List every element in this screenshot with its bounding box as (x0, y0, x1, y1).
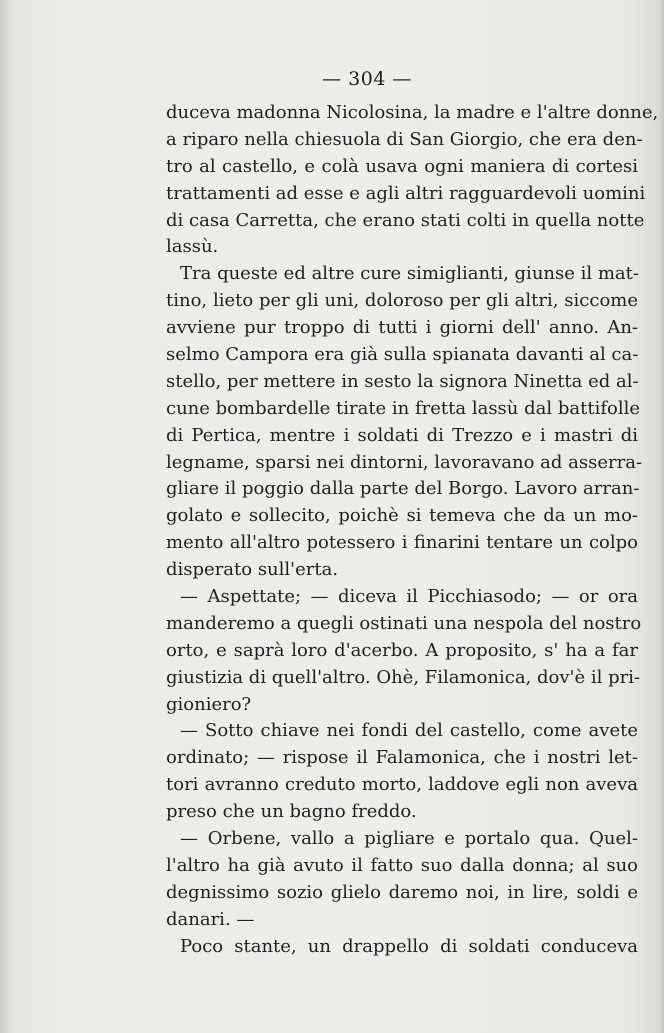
text-line: stello, per mettere in sesto la signora Ninetta ed al- (166, 370, 639, 392)
text-line: lassù. (166, 236, 219, 258)
paragraph-start-line: — Aspettate; — diceva il Picchiasodo; — or ora (180, 586, 638, 608)
text-line: orto, e saprà loro d'acerbo. A proposito, s' ha a far (166, 639, 638, 661)
text-line: tino, lieto per gli uni, doloroso per gli altri, siccome (166, 290, 638, 312)
text-line: tro al castello, e colà usava ogni maniera di cortesi (166, 155, 638, 177)
text-line: trattamenti ad esse e agli altri ragguardevoli uomini (166, 182, 646, 204)
text-line: avviene pur troppo di tutti i giorni dell' anno. An- (166, 317, 638, 339)
text-line: golato e sollecito, poichè si temeva che da un mo- (166, 505, 638, 527)
paragraph-start-line: — Orbene, vallo a pigliare e portalo qua. Quel- (180, 828, 638, 850)
text-line: tori avranno creduto morto, laddove egli non aveva (166, 774, 638, 796)
text-line: a riparo nella chiesuola di San Giorgio, che era den- (166, 128, 643, 150)
text-line: ordinato; — rispose il Falamonica, che i nostri let- (166, 747, 638, 769)
text-line: gliare il poggio dalla parte del Borgo. Lavoro arran- (166, 478, 640, 500)
text-line: mento all'altro potessero i finarini tentare un colpo (166, 532, 638, 554)
text-line: di casa Carretta, che erano stati colti in quella notte (166, 209, 645, 231)
text-line: manderemo a quegli ostinati una nespola del nostro (166, 612, 642, 634)
text-line: danari. — (166, 908, 255, 930)
text-line: duceva madonna Nicolosina, la madre e l'altre donne, (166, 102, 659, 123)
text-line: l'altro ha già avuto il fatto suo dalla donna; al suo (166, 854, 638, 876)
text-line: gioniero? (166, 693, 252, 715)
text-line: disperato sull'erta. (166, 559, 339, 581)
text-line: preso che un bagno freddo. (166, 801, 417, 823)
text-line: legname, sparsi nei dintorni, lavoravano ad asserra- (166, 451, 643, 473)
text-line: degnissimo sozio glielo daremo noi, in lire, soldi e (166, 881, 638, 903)
page-number: — 304 — (322, 68, 412, 90)
paragraph-start-line: — Sotto chiave nei fondi del castello, come avete (180, 720, 638, 742)
paragraph-start-line: Tra queste ed altre cure simiglianti, giunse il mat- (180, 263, 639, 285)
text-line: di Pertica, mentre i soldati di Trezzo e i mastri di (166, 424, 638, 446)
paragraph-start-line: Poco stante, un drappello di soldati conduceva (180, 935, 638, 957)
text-line: cune bombardelle tirate in fretta lassù dal battifolle (166, 397, 640, 419)
text-line: giustizia di quell'altro. Ohè, Filamonica, dov'è il pri- (166, 666, 641, 688)
page-right-edge-shadow (658, 0, 664, 1033)
body-text (166, 100, 659, 961)
page-left-edge-shadow (0, 0, 10, 1033)
text-line: selmo Campora era già sulla spianata davanti al ca- (166, 344, 639, 366)
